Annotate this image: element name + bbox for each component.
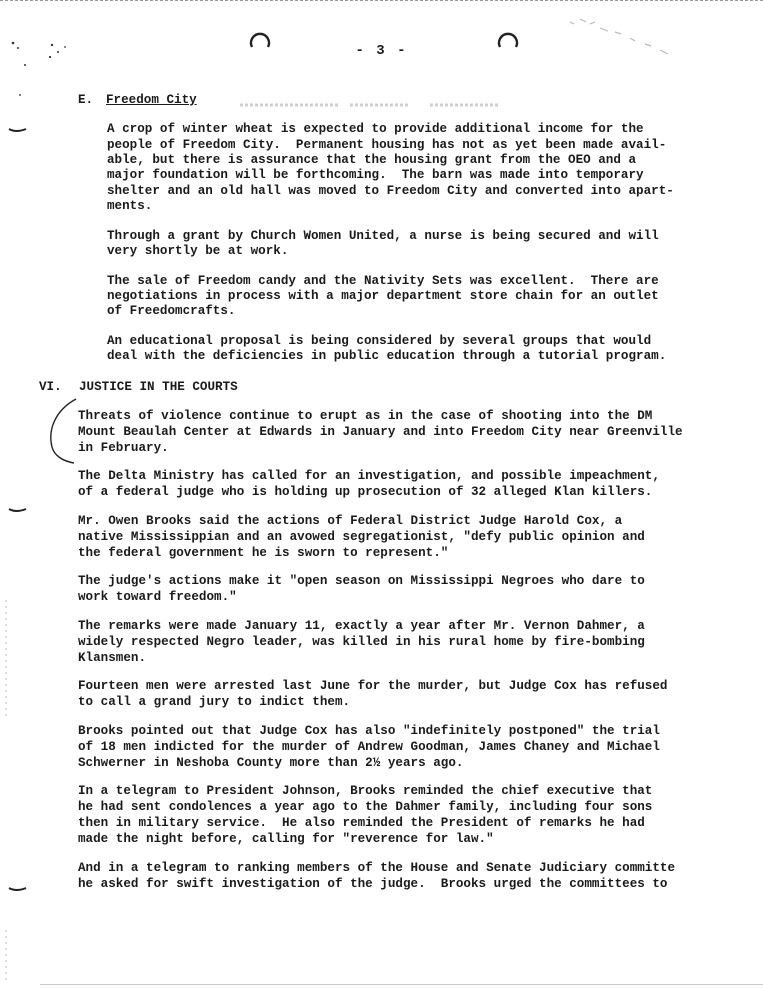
margin-tick-icon: [8, 500, 28, 518]
text-line: people of Freedom City. Permanent housing has not as yet been made avail-: [107, 138, 667, 152]
text-line: major foundation will be forthcoming. The barn was made into temporary: [107, 168, 644, 182]
text-line: then in military service. He also reminded the President of remarks he had: [78, 816, 645, 830]
text-line: in February.: [78, 441, 169, 455]
text-line: the federal government he is sworn to represent.": [78, 546, 449, 560]
margin-dotted-line: [4, 600, 8, 725]
bottom-edge-line: [40, 984, 763, 985]
text-line: negotiations in process with a major department store chain for an outlet: [107, 289, 659, 303]
text-line: Threats of violence continue to erupt as in the case of shooting into the DM: [78, 409, 653, 423]
section-e-letter: E.: [78, 93, 94, 107]
text-line: widely respected Negro leader, was killed in his rural home by fire-bombing: [78, 635, 645, 649]
corner-smudge-icon: [560, 14, 680, 69]
faint-bleed-through-icon: [240, 97, 510, 115]
text-line: Schwerner in Neshoba County more than 2½ years ago.: [78, 756, 464, 770]
text-line: Mr. Owen Brooks said the actions of Federal District Judge Harold Cox, a: [78, 514, 623, 528]
text-line: shelter and an old hall was moved to Freedom City and converted into apart-: [107, 184, 674, 198]
text-line: Through a grant by Church Women United, a nurse is being secured and will: [107, 229, 659, 243]
text-line: Mount Beaulah Center at Edwards in January and into Freedom City near Greenville: [78, 425, 683, 439]
margin-tick-icon: [8, 120, 28, 138]
page-number: - 3 -: [355, 43, 408, 59]
text-line: The remarks were made January 11, exactly a year after Mr. Vernon Dahmer, a: [78, 619, 645, 633]
text-line: of Freedomcrafts.: [107, 304, 236, 318]
text-line: he had sent condolences a year ago to the Dahmer family, including four sons: [78, 800, 653, 814]
text-line: of a federal judge who is holding up prosecution of 32 alleged Klan killers.: [78, 485, 653, 499]
handwritten-bracket-icon: [44, 397, 80, 472]
text-line: very shortly be at work.: [107, 244, 289, 258]
text-line: he asked for swift investigation of the judge. Brooks urged the committees to: [78, 877, 668, 891]
text-line: The Delta Ministry has called for an investigation, and possible impeachment,: [78, 469, 660, 483]
text-line: A crop of winter wheat is expected to provide additional income for the: [107, 122, 644, 136]
text-line: native Mississippian and an avowed segregationist, "defy public opinion and: [78, 530, 645, 544]
text-line: work toward freedom.": [78, 590, 237, 604]
text-line: ments.: [107, 199, 153, 213]
text-line: An educational proposal is being considered by several groups that would: [107, 334, 652, 348]
text-line: Klansmen.: [78, 651, 147, 665]
speck-mark-icon: [10, 40, 70, 115]
text-line: The judge's actions make it "open season on Mississippi Negroes who dare to: [78, 574, 645, 588]
text-line: And in a telegram to ranking members of the House and Senate Judiciary committe: [78, 861, 676, 875]
text-line: deal with the deficiencies in public education through a tutorial program.: [107, 349, 667, 363]
section-vi-number: VI.: [39, 380, 62, 394]
section-e-title: Freedom City: [106, 93, 197, 107]
margin-tick-icon: [8, 879, 28, 897]
text-line: made the night before, calling for "reverence for law.": [78, 832, 494, 846]
text-line: to call a grand jury to indict them.: [78, 695, 351, 709]
section-vi-title: JUSTICE IN THE COURTS: [79, 380, 238, 394]
margin-dotted-line: [4, 930, 8, 985]
text-line: Fourteen men were arrested last June for the murder, but Judge Cox has refused: [78, 679, 668, 693]
text-line: able, but there is assurance that the housing grant from the OEO and a: [107, 153, 637, 167]
text-line: Brooks pointed out that Judge Cox has also "indefinitely postponed" the trial: [78, 724, 660, 738]
text-line: In a telegram to President Johnson, Brooks reminded the chief executive that: [78, 784, 653, 798]
text-line: The sale of Freedom candy and the Nativity Sets was excellent. There are: [107, 274, 659, 288]
top-dashed-edge: [0, 0, 763, 3]
text-line: of 18 men indicted for the murder of Andrew Goodman, James Chaney and Michael: [78, 740, 660, 754]
